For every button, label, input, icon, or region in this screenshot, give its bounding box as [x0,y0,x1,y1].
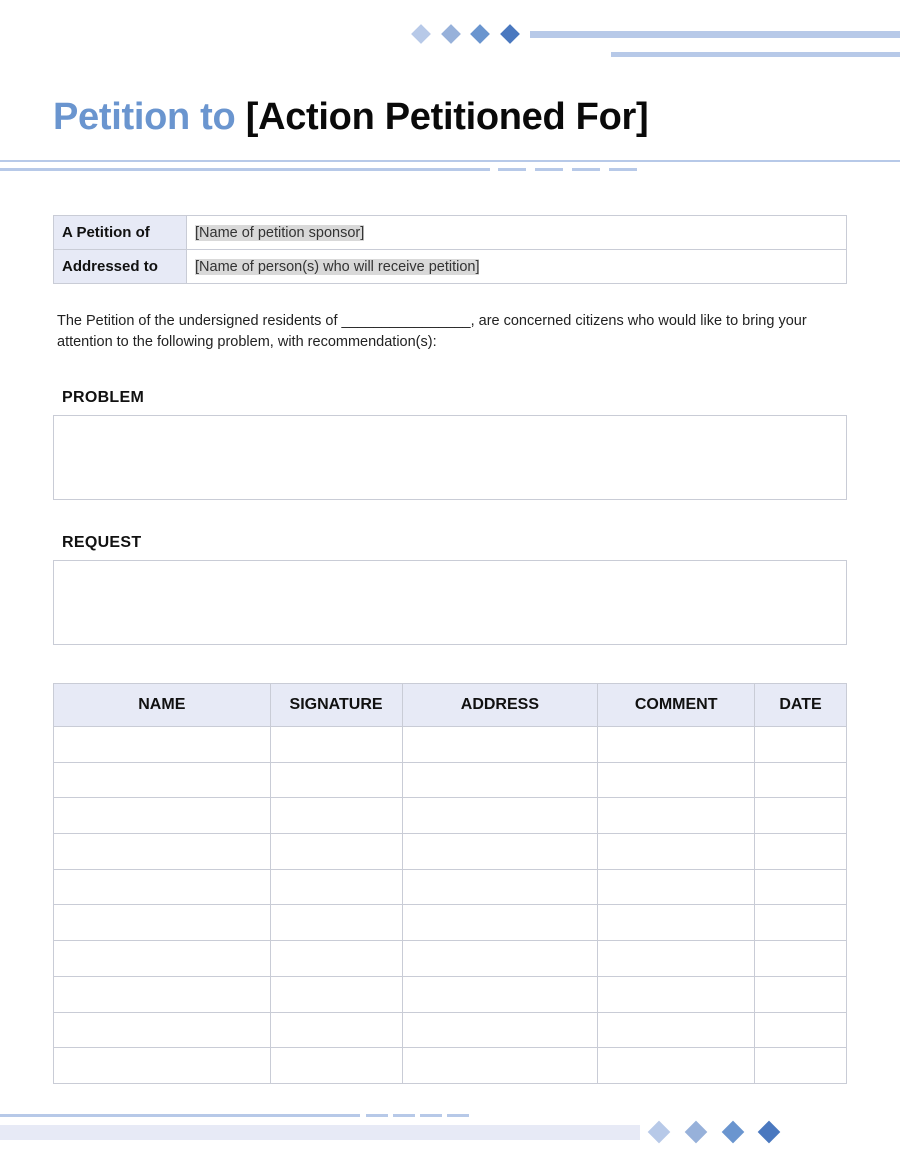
signature-cell-address[interactable] [402,727,598,763]
title-rule-dash [609,168,637,171]
signature-cell-date[interactable] [755,727,847,763]
signature-cell-name[interactable] [54,976,271,1012]
signature-cell-signature[interactable] [270,941,402,977]
bottom-rule-dash [447,1114,469,1117]
column-header-signature: SIGNATURE [270,684,402,727]
signature-cell-address[interactable] [402,976,598,1012]
title-accent: Petition to [53,96,236,138]
column-header-date: DATE [755,684,847,727]
signature-cell-name[interactable] [54,834,271,870]
signature-cell-name[interactable] [54,869,271,905]
signature-header-row [54,684,847,727]
signature-cell-comment[interactable] [598,1048,755,1084]
diamond-icon [685,1121,708,1144]
signature-cell-address[interactable] [402,1048,598,1084]
table-row [54,762,847,798]
signature-cell-comment[interactable] [598,834,755,870]
signature-cell-comment[interactable] [598,941,755,977]
signature-cell-date[interactable] [755,798,847,834]
signature-cell-signature[interactable] [270,976,402,1012]
signature-table-body [54,727,847,1084]
petition-of-label: A Petition of [54,216,187,250]
signature-cell-signature[interactable] [270,869,402,905]
signature-cell-comment[interactable] [598,727,755,763]
table-row [54,1012,847,1048]
table-row [54,798,847,834]
signature-cell-date[interactable] [755,905,847,941]
bottom-rule-dash [393,1114,415,1117]
addressed-to-field[interactable] [187,250,847,284]
signature-cell-date[interactable] [755,834,847,870]
recipient-placeholder[interactable]: [Name of person(s) who will receive petition] [195,259,480,275]
title-main: [Action Petitioned For] [245,96,649,138]
table-row [54,941,847,977]
bottom-rule [0,1114,360,1117]
bottom-band [0,1125,640,1140]
column-header-comment: COMMENT [598,684,755,727]
signature-cell-name[interactable] [54,941,271,977]
signature-cell-comment[interactable] [598,798,755,834]
signature-cell-signature[interactable] [270,834,402,870]
problem-field[interactable] [53,415,847,500]
signature-cell-name[interactable] [54,798,271,834]
signature-cell-address[interactable] [402,798,598,834]
signature-cell-signature[interactable] [270,798,402,834]
signature-cell-date[interactable] [755,1012,847,1048]
info-row [54,216,847,250]
top-rule-short [611,52,900,57]
title-rule-dash [572,168,600,171]
column-header-name: NAME [54,684,271,727]
signature-cell-comment[interactable] [598,905,755,941]
petition-info-table [53,215,847,284]
request-heading: REQUEST [62,534,142,551]
signature-cell-name[interactable] [54,1012,271,1048]
signature-cell-signature[interactable] [270,762,402,798]
signature-cell-date[interactable] [755,869,847,905]
signature-cell-address[interactable] [402,834,598,870]
signature-cell-name[interactable] [54,727,271,763]
signature-cell-date[interactable] [755,762,847,798]
table-row [54,1048,847,1084]
title-rule-top [0,160,900,162]
signature-cell-address[interactable] [402,869,598,905]
signature-cell-address[interactable] [402,905,598,941]
petition-sponsor-placeholder[interactable]: [Name of petition sponsor] [195,225,365,241]
signature-cell-comment[interactable] [598,1012,755,1048]
signature-cell-date[interactable] [755,941,847,977]
signature-cell-comment[interactable] [598,869,755,905]
problem-heading: PROBLEM [62,389,145,406]
intro-paragraph: The Petition of the undersigned residents of ________________, are concerned citizens who would like to bring your attention to the following problem, with recommendation(s): [57,313,807,350]
table-row [54,905,847,941]
title-rule-bottom [0,168,490,171]
signature-cell-signature[interactable] [270,1048,402,1084]
table-row [54,976,847,1012]
petition-of-field[interactable] [187,216,847,250]
signature-cell-signature[interactable] [270,727,402,763]
request-field[interactable] [53,560,847,645]
signature-cell-comment[interactable] [598,762,755,798]
bottom-rule-dash [366,1114,388,1117]
diamond-icon [758,1121,781,1144]
table-row [54,727,847,763]
signature-cell-signature[interactable] [270,1012,402,1048]
page-title [53,96,648,139]
signature-cell-name[interactable] [54,905,271,941]
info-row [54,250,847,284]
top-rule [530,31,900,38]
addressed-to-label: Addressed to [54,250,187,284]
diamond-icon [648,1121,671,1144]
signature-cell-date[interactable] [755,976,847,1012]
title-rule-dash [498,168,526,171]
signature-cell-name[interactable] [54,1048,271,1084]
table-row [54,834,847,870]
title-rule-dash [535,168,563,171]
signature-cell-address[interactable] [402,762,598,798]
signature-cell-comment[interactable] [598,976,755,1012]
table-row [54,869,847,905]
column-header-address: ADDRESS [402,684,598,727]
signature-table [53,683,847,1084]
diamond-icon [470,24,490,44]
signature-cell-address[interactable] [402,941,598,977]
signature-cell-date[interactable] [755,1048,847,1084]
signature-cell-name[interactable] [54,762,271,798]
diamond-icon [411,24,431,44]
signature-cell-signature[interactable] [270,905,402,941]
diamond-icon [441,24,461,44]
signature-cell-address[interactable] [402,1012,598,1048]
bottom-rule-dash [420,1114,442,1117]
diamond-icon [722,1121,745,1144]
diamond-icon [500,24,520,44]
